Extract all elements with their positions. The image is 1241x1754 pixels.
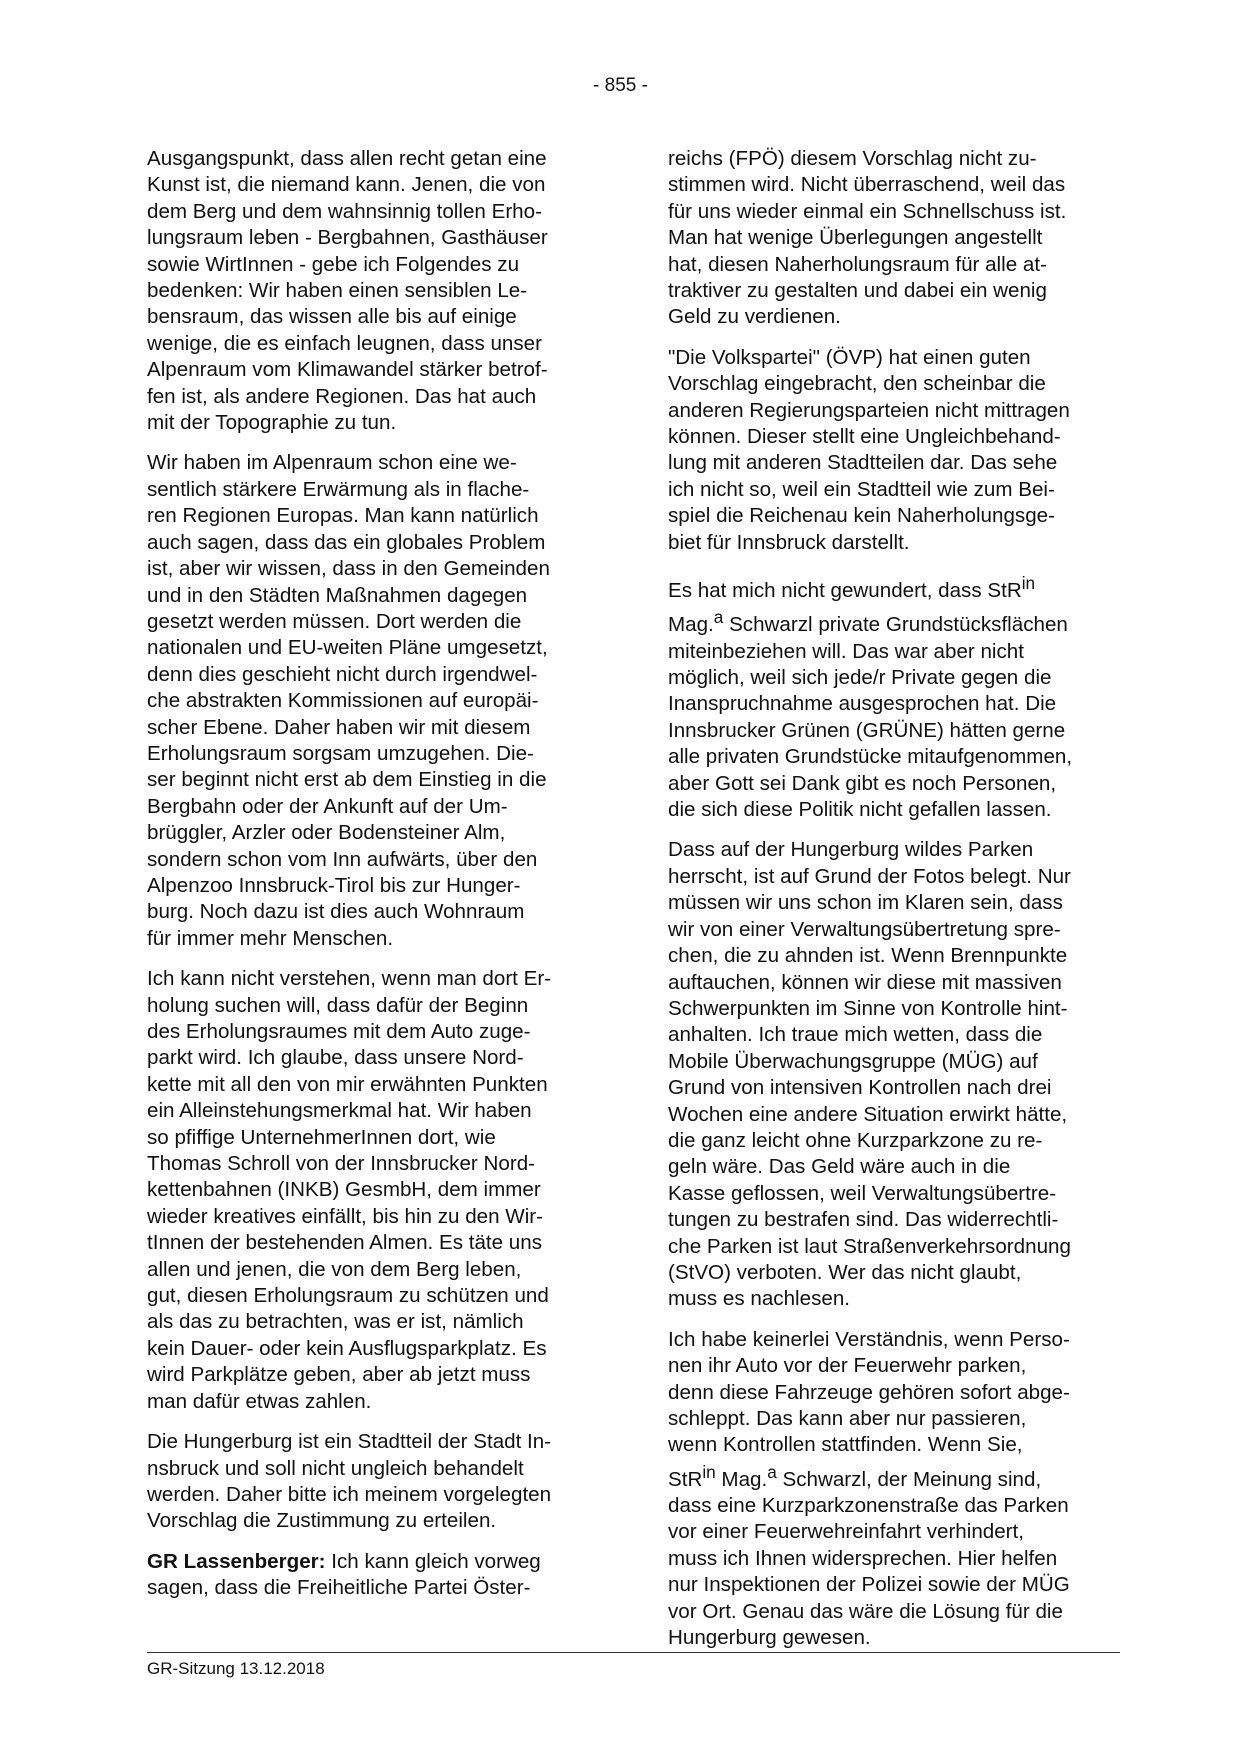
left-column (147, 146, 599, 1616)
superscript: in (702, 1461, 716, 1482)
paragraph: Dass auf der Hungerburg wildes Parken herrscht, ist auf Grund der Fotos belegt. Nur müssen wir uns schon im Klaren sein, dass wir von einer Verwaltungsübertretung spre- chen, die zu ahnden ist. Wenn Brennpunkte auftauchen, können wir diese mit massiven Schwerpunkten im Sinne von Kontrolle hint- anhalten. Ich traue mich wetten, dass die Mobile Überwachungsgruppe (MÜG) auf Grund von intensiven Kontrollen nach drei Wochen eine andere Situation erwirkt hätte, die ganz leicht ohne Kurzparkzone zu re- geln wäre. Das Geld wäre auch in die Kasse geflossen, weil Verwaltungsübertre- tungen zu bestrafen sind. Das widerrechtli- che Parken ist laut Straßenverkehrsordnung (StVO) verboten. Wer das nicht glaubt, muss es nachlesen. (668, 838, 1071, 1311)
text-run: Schwarzl, der Meinung sind, dass eine Kurzparkzonenstraße das Parken vor einer Feuerwehreinfahrt verhindert, muss ich Ihnen widersprechen. Hier helfen nur Inspektionen der Polizei sowie der MÜG vor Ort. Genau das wäre die Lösung für die Hungerburg gewesen. (668, 1467, 1070, 1650)
speaker-name: GR Lassenberger: (147, 1549, 326, 1573)
footer-session-date: GR-Sitzung 13.12.2018 (147, 1659, 325, 1678)
paragraph: reichs (FPÖ) diesem Vorschlag nicht zu- stimmen wird. Nicht überraschend, weil das für uns wieder einmal ein Schnellschuss ist. Man hat wenige Überlegungen angestellt hat, diesen Naherholungsraum für alle at- traktiver zu gestalten und dabei ein wenig Geld zu verdienen. (668, 147, 1067, 329)
text-run: Es hat mich nicht gewundert, dass StR (668, 578, 1022, 602)
superscript: in (1021, 573, 1036, 594)
text-run: Schwarzl private Grundstücksflächen miteinbeziehen will. Das war aber nicht möglich, weil sich jede/r Private gegen die Inanspruchnahme ausgesprochen hat. Die Innsbrucker Grünen (GRÜNE) hätten gerne alle privaten Grundstücke mitaufgenommen, aber Gott sei Dank gibt es noch Personen, die sich diese Politik nicht gefallen lassen. (668, 613, 1073, 822)
superscript: a (767, 1461, 777, 1482)
speaker-paragraph (147, 1549, 599, 1602)
right-column (668, 146, 1120, 1666)
paragraph (668, 570, 1120, 823)
footer-divider (147, 1652, 1120, 1653)
text-run: Ich habe keinerlei Verständnis, wenn Perso- nen ihr Auto vor der Feuerwehr parken, denn diese Fahrzeuge gehören sofort abge- schleppt. Das kann aber nur passieren, wenn Kontrollen stattfinden. Wenn Sie, StR (668, 1327, 1070, 1491)
paragraph: Die Hungerburg ist ein Stadtteil der Stadt In- nsbruck und soll nicht ungleich behandelt werden. Daher bitte ich meinem vorgelegten Vorschlag die Zustimmung zu erteilen. (147, 1430, 552, 1533)
paragraph: Ausgangspunkt, dass allen recht getan eine Kunst ist, die niemand kann. Jenen, die von dem Berg und dem wahnsinnig tollen Erho- lungsraum leben - Bergbahnen, Gasthäuser sowie WirtInnen - gebe ich Folgendes zu bedenken: Wir haben einen sensiblen Le- bensraum, das wissen alle bis auf einige wenige, die es einfach leugnen, dass unser Alpenraum vom Klimawandel stärker betrof- fen ist, als andere Regionen. Das hat auch mit der Topographie zu tun. (147, 147, 548, 435)
paragraph: Ich kann nicht verstehen, wenn man dort Er- holung suchen will, dass dafür der Beginn des Erholungsraumes mit dem Auto zuge- parkt wird. Ich glaube, dass unsere Nord- kette mit all den von mir erwähnten Punkten ein Alleinstehungsmerkmal hat. Wir haben so pfiffige UnternehmerInnen dort, wie Thomas Schroll von der Innsbrucker Nord- kettenbahnen (INKB) GesmbH, dem immer wieder kreatives einfällt, bis hin zu den Wir- tInnen der bestehenden Almen. Es täte uns allen und jenen, die von dem Berg leben, gut, diesen Erholungsraum zu schützen und als das zu betrachten, was er ist, nämlich kein Dauer- oder kein Ausflugsparkplatz. Es wird Parkplätze geben, aber ab jetzt muss man dafür etwas zahlen. (147, 967, 552, 1413)
superscript: a (713, 607, 724, 628)
paragraph: "Die Volkspartei" (ÖVP) hat einen guten Vorschlag eingebracht, den scheinbar die anderen Regierungsparteien nicht mittragen können. Dieser stellt eine Ungleichbehand- lung mit anderen Stadtteilen dar. Das sehe ich nicht so, weil ein Stadtteil wie zum Bei- spiel die Reichenau kein Naherholungsge- biet für Innsbruck darstellt. (668, 345, 1070, 554)
paragraph (668, 1327, 1120, 1652)
text-run: Mag. (668, 613, 714, 637)
text-run: Mag. (715, 1467, 768, 1491)
paragraph: Wir haben im Alpenraum schon eine we- sentlich stärkere Erwärmung als in flache- ren Regionen Europas. Man kann natürlich auch sagen, dass das ein globales Problem ist, aber wir wissen, dass in den Gemeinden und in den Städten Maßnahmen dagegen gesetzt werden müssen. Dort werden die nationalen und EU-weiten Pläne umgesetzt, denn dies geschieht nicht durch irgendwel- che abstrakten Kommissionen auf europäi- scher Ebene. Daher haben wir mit diesem Erholungsraum sorgsam umzugehen. Die- ser beginnt nicht erst ab dem Einstieg in die Bergbahn oder der Ankunft auf der Um- brüggler, Arzler oder Bodensteiner Alm, sondern schon vom Inn aufwärts, über den Alpenzoo Innsbruck-Tirol bis zur Hunger- burg. Noch dazu ist dies auch Wohnraum für immer mehr Menschen. (147, 451, 550, 950)
page-number: - 855 - (593, 75, 648, 96)
speaker-text: Ich kann gleich vorweg sagen, dass die Freiheitliche Partei Öster- (147, 1549, 541, 1600)
